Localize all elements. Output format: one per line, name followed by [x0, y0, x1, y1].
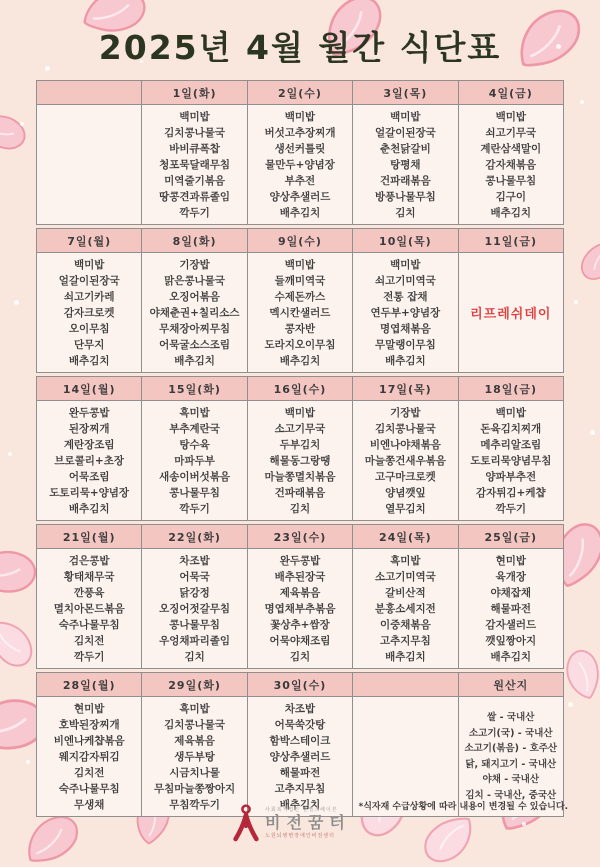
petal-decoration-icon: [0, 102, 33, 163]
menu-item: 무채장아찌무침: [159, 322, 231, 335]
menu-item: 메추리알조림: [480, 438, 542, 451]
logo-sub-line: 노원뇌병변장애인비전센터: [265, 832, 335, 839]
menu-item: 배추김치: [385, 354, 426, 367]
menu-item: 현미밥: [495, 554, 526, 567]
sparkle-dot: [590, 430, 595, 435]
menu-item: 어묵굴소스조림: [159, 338, 231, 351]
menu-cell: [353, 401, 458, 521]
menu-item: 얼갈이된장국: [374, 126, 436, 139]
week-table: [36, 80, 564, 225]
menu-item: 고추지무침: [274, 782, 326, 795]
menu-item: 백미밥: [495, 406, 526, 419]
menu-item: 완두콩밥: [68, 406, 110, 419]
day-header: 14일(월): [37, 377, 142, 401]
menu-item: 깍두기: [179, 206, 210, 219]
menu-cell: [247, 105, 352, 225]
menu-item: 명엽채볶음: [380, 322, 431, 335]
menu-item: 완두콩밥: [279, 554, 321, 567]
menu-item: 숙주나물무침: [58, 782, 120, 795]
menu-item: 무생채: [73, 798, 105, 811]
day-header: 25일(금): [458, 525, 563, 549]
menu-item: 양파부추전: [485, 470, 537, 483]
menu-item: 땅콩견과류졸임: [159, 190, 231, 203]
week-table: [36, 376, 564, 521]
menu-item: 김치전: [73, 634, 105, 647]
menu-item: 감자튀김+케챱: [475, 486, 546, 499]
sparkle-dot: [522, 822, 526, 826]
page-title: 2025년 4월 월간 식단표: [98, 28, 502, 67]
menu-item: 차조밥: [284, 702, 316, 715]
sparkle-dot: [580, 100, 584, 104]
menu-item: 명엽채부추볶음: [264, 602, 336, 615]
menu-item: 들깨미역국: [274, 274, 326, 287]
menu-cell: [353, 105, 458, 225]
sparkle-dot: [26, 760, 30, 764]
week-table: [36, 228, 564, 373]
week-table: [36, 672, 564, 817]
menu-item: 깍두기: [73, 650, 105, 663]
day-header: 원산지: [458, 673, 563, 697]
menu-item: 무말랭이무침: [374, 338, 436, 351]
menu-item: 백미밥: [390, 258, 421, 271]
menu-item: 부추전: [284, 174, 316, 187]
menu-item: 흑미밥: [179, 702, 210, 715]
menu-item: 콩나물무침: [485, 174, 537, 187]
menu-item: 현미밥: [73, 702, 105, 715]
menu-item: 웨지감자튀김: [58, 750, 120, 763]
menu-item: 김치콩나물국: [164, 718, 226, 731]
origin-item: 김치 - 국내산, 중국산: [465, 789, 557, 801]
menu-item: 청포묵달래무침: [159, 158, 231, 171]
menu-cell: [353, 549, 458, 669]
menu-item: 차조밥: [179, 554, 210, 567]
menu-item: 백미밥: [284, 406, 316, 419]
menu-item: 배추된장국: [274, 570, 326, 583]
logo-name: 비전꿈터: [265, 813, 351, 833]
menu-item: 검은콩밥: [68, 554, 110, 567]
menu-item: 어묵야채조림: [269, 634, 331, 647]
day-header: 16일(수): [247, 377, 352, 401]
menu-cell: [247, 401, 352, 521]
menu-item: 돈육김치찌개: [480, 422, 542, 435]
day-header: 18일(금): [458, 377, 563, 401]
menu-cell: [37, 401, 142, 521]
menu-item: 배추김치: [279, 798, 321, 811]
menu-item: 건파래볶음: [274, 486, 326, 499]
menu-item: 어묵쑥갓탕: [274, 718, 326, 731]
day-header: 17일(목): [353, 377, 458, 401]
menu-cell: [37, 105, 142, 225]
menu-item: 탕평채: [390, 158, 421, 171]
menu-item: 백미밥: [73, 258, 105, 271]
menu-item: 미역줄기볶음: [164, 174, 226, 187]
menu-item: 전통 잡채: [383, 290, 428, 303]
menu-item: 계란삼색말이: [480, 142, 542, 155]
menu-item: 김치: [289, 502, 311, 515]
menu-item: 야채춘권+칠리소스: [149, 306, 240, 319]
day-header: 8일(화): [142, 229, 247, 253]
menu-item: 어묵조림: [68, 470, 110, 483]
sparkle-dot: [568, 702, 573, 707]
menu-item: 꽃상추+쌈장: [270, 618, 330, 631]
menu-item: 양념깻잎: [385, 486, 426, 499]
menu-item: 깍두기: [179, 502, 210, 515]
menu-item: 오징어볶음: [169, 290, 220, 303]
menu-item: 바비큐폭찹: [169, 142, 220, 155]
menu-cell: [37, 697, 142, 817]
menu-item: 생두부탕: [174, 750, 215, 763]
menu-item: 마늘쫑건새우볶음: [364, 454, 446, 467]
menu-item: 건파래볶음: [380, 174, 431, 187]
menu-item: 오징어젓갈무침: [159, 602, 231, 615]
menu-item: 백미밥: [495, 110, 526, 123]
menu-item: 배추김치: [174, 354, 215, 367]
menu-item: 어묵국: [179, 570, 210, 583]
menu-cell: [247, 549, 352, 669]
sparkle-dot: [8, 452, 12, 456]
day-header: 2일(수): [247, 81, 352, 105]
person-logo-icon: [233, 804, 259, 842]
menu-item: 콩나물무침: [169, 486, 220, 499]
menu-item: 멕시칸샐러드: [269, 306, 331, 319]
menu-item: 두부김치: [279, 438, 321, 451]
menu-item: 감자크로켓: [63, 306, 115, 319]
menu-item: 단무지: [73, 338, 105, 351]
menu-item: 콩자반: [284, 322, 316, 335]
menu-item: 김치: [395, 206, 416, 219]
menu-item: 깻잎짱아지: [485, 634, 537, 647]
menu-item: 도라지오이무침: [264, 338, 336, 351]
menu-item: 부추계란국: [169, 422, 220, 435]
menu-item: 연두부+양념장: [370, 306, 441, 319]
logo-org-line: 사회복지법인 엔젤스헤이븐: [265, 807, 338, 814]
menu-item: 배추김치: [279, 354, 321, 367]
menu-item: 감자샐러드: [485, 618, 537, 631]
day-header: 22일(화): [142, 525, 247, 549]
menu-item: 황태채무국: [63, 570, 115, 583]
menu-item: 배추김치: [279, 206, 321, 219]
sparkle-dot: [574, 300, 578, 304]
day-header: 10일(목): [353, 229, 458, 253]
menu-item: 흑미밥: [179, 406, 210, 419]
menu-item: 육개장: [495, 570, 526, 583]
menu-item: 수제돈까스: [274, 290, 326, 303]
logo-text: [265, 807, 351, 838]
menu-item: 탕수육: [179, 438, 210, 451]
menu-item: 배추김치: [490, 650, 532, 663]
menu-item: 우엉채파리졸임: [159, 634, 231, 647]
day-header: [353, 673, 458, 697]
menu-item: 김치: [184, 650, 205, 663]
menu-item: 배추김치: [68, 354, 110, 367]
day-header: 4일(금): [458, 81, 563, 105]
origin-item: 소고기(볶음) - 호주산: [464, 743, 558, 754]
menu-item: 된장찌개: [68, 422, 110, 435]
day-header: 15일(화): [142, 377, 247, 401]
menu-item: 배추김치: [68, 502, 110, 515]
day-header: [37, 81, 142, 105]
menu-item: 도토리묵+양념장: [49, 486, 130, 499]
origin-item: 닭, 돼지고기 - 국내산: [465, 758, 557, 770]
day-header: 29일(화): [142, 673, 247, 697]
petal-decoration-icon: [571, 232, 600, 290]
day-header: 23일(수): [247, 525, 352, 549]
menu-item: 쇠고기무국: [485, 126, 537, 139]
refresh-day-label: 리프레쉬데이: [470, 307, 552, 322]
menu-cell: [142, 105, 247, 225]
logo: [233, 804, 351, 842]
menu-item: 소고기미역국: [374, 570, 436, 583]
menu-item: 고구마크로켓: [374, 470, 436, 483]
menu-item: 깍두기: [495, 502, 526, 515]
menu-item: 갈비산적: [385, 586, 426, 599]
menu-item: 기장밥: [390, 406, 421, 419]
menu-item: 고추지무침: [380, 634, 431, 647]
menu-item: 김치콩나물국: [164, 126, 226, 139]
menu-cell: [142, 697, 247, 817]
menu-cell: [142, 401, 247, 521]
menu-item: 흑미밥: [390, 554, 421, 567]
menu-item: 열무김치: [385, 502, 426, 515]
menu-item: 비엔나케챱볶음: [53, 734, 125, 747]
petal-decoration-icon: [415, 813, 482, 867]
menu-item: 양상추샐러드: [269, 190, 331, 203]
menu-item: 김치: [289, 650, 311, 663]
special-day-cell: [458, 253, 563, 373]
day-header: 7일(월): [37, 229, 142, 253]
menu-item: 닭강정: [179, 586, 210, 599]
sparkle-dot: [20, 122, 24, 126]
menu-item: 새송이버섯볶음: [159, 470, 231, 483]
menu-item: 백미밥: [390, 110, 421, 123]
menu-item: 숙주나물무침: [58, 618, 120, 631]
menu-cell: [458, 401, 563, 521]
day-header: 24일(목): [353, 525, 458, 549]
menu-item: 배추김치: [385, 650, 426, 663]
footnote: *식자재 수급상황에 따라 내용이 변경될 수 있습니다.: [358, 802, 568, 812]
menu-item: 오이무침: [68, 322, 110, 335]
menu-item: 깐풍육: [73, 586, 105, 599]
menu-item: 시금치나물: [169, 766, 220, 779]
menu-cell: [247, 253, 352, 373]
menu-item: 백미밥: [284, 258, 316, 271]
menu-item: 물만두+양념장: [265, 158, 335, 171]
origin-item: 쌀 - 국내산: [487, 712, 535, 723]
week-table: [36, 524, 564, 669]
menu-item: 해물동그랑땡: [269, 454, 331, 467]
menu-cell: [37, 549, 142, 669]
menu-item: 소고기무국: [274, 422, 326, 435]
menu-item: 배추김치: [490, 206, 532, 219]
menu-item: 브로콜리+초장: [54, 454, 125, 467]
menu-item: 계란장조림: [63, 438, 115, 451]
menu-item: 버섯고추장찌개: [264, 126, 336, 139]
menu-item: 방풍나물무침: [374, 190, 436, 203]
menu-item: 야채잡채: [490, 586, 532, 599]
menu-item: 김치콩나물국: [374, 422, 436, 435]
menu-item: 쇠고기카레: [63, 290, 115, 303]
menu-cell: [353, 253, 458, 373]
origin-item: 야채 - 국내산: [482, 774, 539, 785]
menu-item: 이중채볶음: [380, 618, 431, 631]
menu-item: 호박된장찌개: [58, 718, 120, 731]
menu-item: 기장밥: [179, 258, 210, 271]
menu-item: 제육볶음: [174, 734, 215, 747]
menu-item: 김구이: [495, 190, 526, 203]
menu-item: 맑은콩나물국: [164, 274, 226, 287]
menu-grid: [36, 80, 564, 820]
menu-cell: [458, 105, 563, 225]
menu-item: 도토리묵양념무침: [470, 454, 552, 467]
petal-decoration-icon: [0, 616, 37, 673]
menu-item: 비엔나야채볶음: [369, 438, 441, 451]
menu-item: 마파두부: [174, 454, 215, 467]
day-header: 21일(월): [37, 525, 142, 549]
menu-item: 감자채볶음: [485, 158, 537, 171]
day-header: 28일(월): [37, 673, 142, 697]
menu-item: 양상추샐러드: [269, 750, 331, 763]
menu-item: 무침마늘쫑짱아지: [154, 782, 236, 795]
menu-item: 백미밥: [179, 110, 210, 123]
menu-item: 제육볶음: [279, 586, 321, 599]
menu-item: 분홍소세지전: [374, 602, 436, 615]
menu-item: 해물파전: [490, 602, 532, 615]
menu-item: 무침깍두기: [169, 798, 220, 811]
day-header: 11일(금): [458, 229, 563, 253]
sparkle-dot: [14, 300, 19, 305]
menu-cell: [37, 253, 142, 373]
menu-item: 멸치아몬드볶음: [53, 602, 125, 615]
menu-item: 함박스테이크: [269, 734, 331, 747]
menu-item: 해물파전: [279, 766, 321, 779]
menu-cell: [142, 549, 247, 669]
menu-cell: [247, 697, 352, 817]
day-header: 1일(화): [142, 81, 247, 105]
menu-cell: [458, 549, 563, 669]
menu-item: 얼갈이된장국: [58, 274, 120, 287]
menu-cell: [142, 253, 247, 373]
origin-item: 소고기(국) - 국내산: [469, 727, 553, 739]
day-header: 30일(수): [247, 673, 352, 697]
menu-item: 김치전: [73, 766, 105, 779]
menu-item: 춘천닭갈비: [380, 142, 431, 155]
day-header: 3일(목): [353, 81, 458, 105]
menu-item: 쇠고기미역국: [374, 274, 436, 287]
menu-item: 백미밥: [284, 110, 316, 123]
menu-item: 생선커틀릿: [274, 142, 326, 155]
day-header: 9일(수): [247, 229, 352, 253]
menu-item: 콩나물무침: [169, 618, 220, 631]
menu-item: 마늘쫑멸치볶음: [264, 470, 336, 483]
